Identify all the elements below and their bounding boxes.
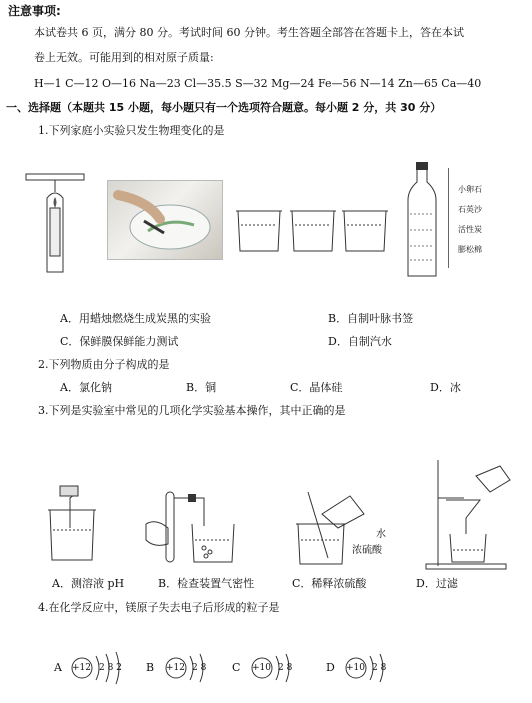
q4-nucleus-b: +12	[166, 663, 185, 673]
airtightness-figure	[136, 488, 246, 568]
section-title: 一、选择题（本题共 15 小题，每小题只有一个选项符合题意。每小题 2 分，共 30 分）	[6, 101, 442, 114]
q3-option-a[interactable]: A．测溶液 pH	[52, 577, 125, 590]
q4-letter-b: B	[146, 661, 155, 674]
ph-test-figure	[44, 484, 104, 564]
q4-shells-a: 2 8 2	[99, 663, 122, 673]
q3-option-d[interactable]: D．过滤	[416, 577, 458, 590]
q3-option-b[interactable]: B．检查装置气密性	[158, 577, 255, 590]
q2-option-a[interactable]: A．氯化钠	[60, 381, 112, 394]
notes-line-1: 本试卷共 6 页，满分 80 分。考试时间 60 分钟。考生答题全部答在答题卡上，答在本试	[34, 26, 464, 39]
q1-option-b[interactable]: B．自制叶脉书签	[328, 312, 414, 325]
bottle-label-2: 石英沙	[458, 205, 482, 214]
candle-figure	[20, 168, 90, 278]
q2-option-c[interactable]: C．晶体硅	[290, 381, 343, 394]
q4-letter-a: A	[54, 661, 62, 674]
acid-label: 浓硫酸	[352, 545, 382, 556]
q4-nucleus-c: +10	[252, 663, 271, 673]
beakers-figure	[232, 205, 392, 255]
bottle-label-3: 活性炭	[458, 225, 482, 234]
filter-bottle-figure	[402, 160, 442, 280]
q3-stem: 3.下列是实验室中常见的几项化学实验基本操作，其中正确的是	[38, 404, 346, 417]
leaf-bookmark-photo	[107, 180, 223, 260]
q4-shells-b: 2 8	[192, 663, 207, 673]
q1-stem: 1.下列家庭小实验只发生物理变化的是	[38, 124, 225, 137]
q4-shells-d: 2 8	[372, 663, 387, 673]
q1-option-a[interactable]: A．用蜡烛燃烧生成炭黑的实验	[60, 312, 211, 325]
q1-option-d[interactable]: D．自制汽水	[328, 335, 392, 348]
bottle-label-1: 小卵石	[458, 185, 482, 194]
q4-shells-c: 2 8	[278, 663, 293, 673]
q2-option-b[interactable]: B．铜	[186, 381, 217, 394]
atomic-masses: H—1 C—12 O—16 Na—23 Cl—35.5 S—32 Mg—24 Fe—56 N—14 Zn—65 Ca—40	[34, 77, 482, 90]
q3-option-c[interactable]: C．稀释浓硫酸	[292, 577, 367, 590]
bottle-label-4: 膨松棉	[458, 245, 482, 254]
q4-stem: 4.在化学反应中，镁原子失去电子后形成的粒子是	[38, 601, 280, 614]
q4-letter-d: D	[326, 661, 335, 674]
q4-nucleus-d: +10	[346, 663, 365, 673]
q2-option-d[interactable]: D．冰	[430, 381, 461, 394]
notes-line-2: 卷上无效。可能用到的相对原子质量:	[34, 51, 214, 64]
water-label: 水	[376, 529, 386, 540]
notes-title: 注意事项:	[8, 4, 61, 18]
q1-option-c[interactable]: C．保鲜膜保鲜能力测试	[60, 335, 179, 348]
q4-letter-c: C	[232, 661, 241, 674]
q4-nucleus-a: +12	[72, 663, 91, 673]
filtration-figure	[418, 456, 518, 571]
q2-stem: 2.下列物质由分子构成的是	[38, 358, 170, 371]
